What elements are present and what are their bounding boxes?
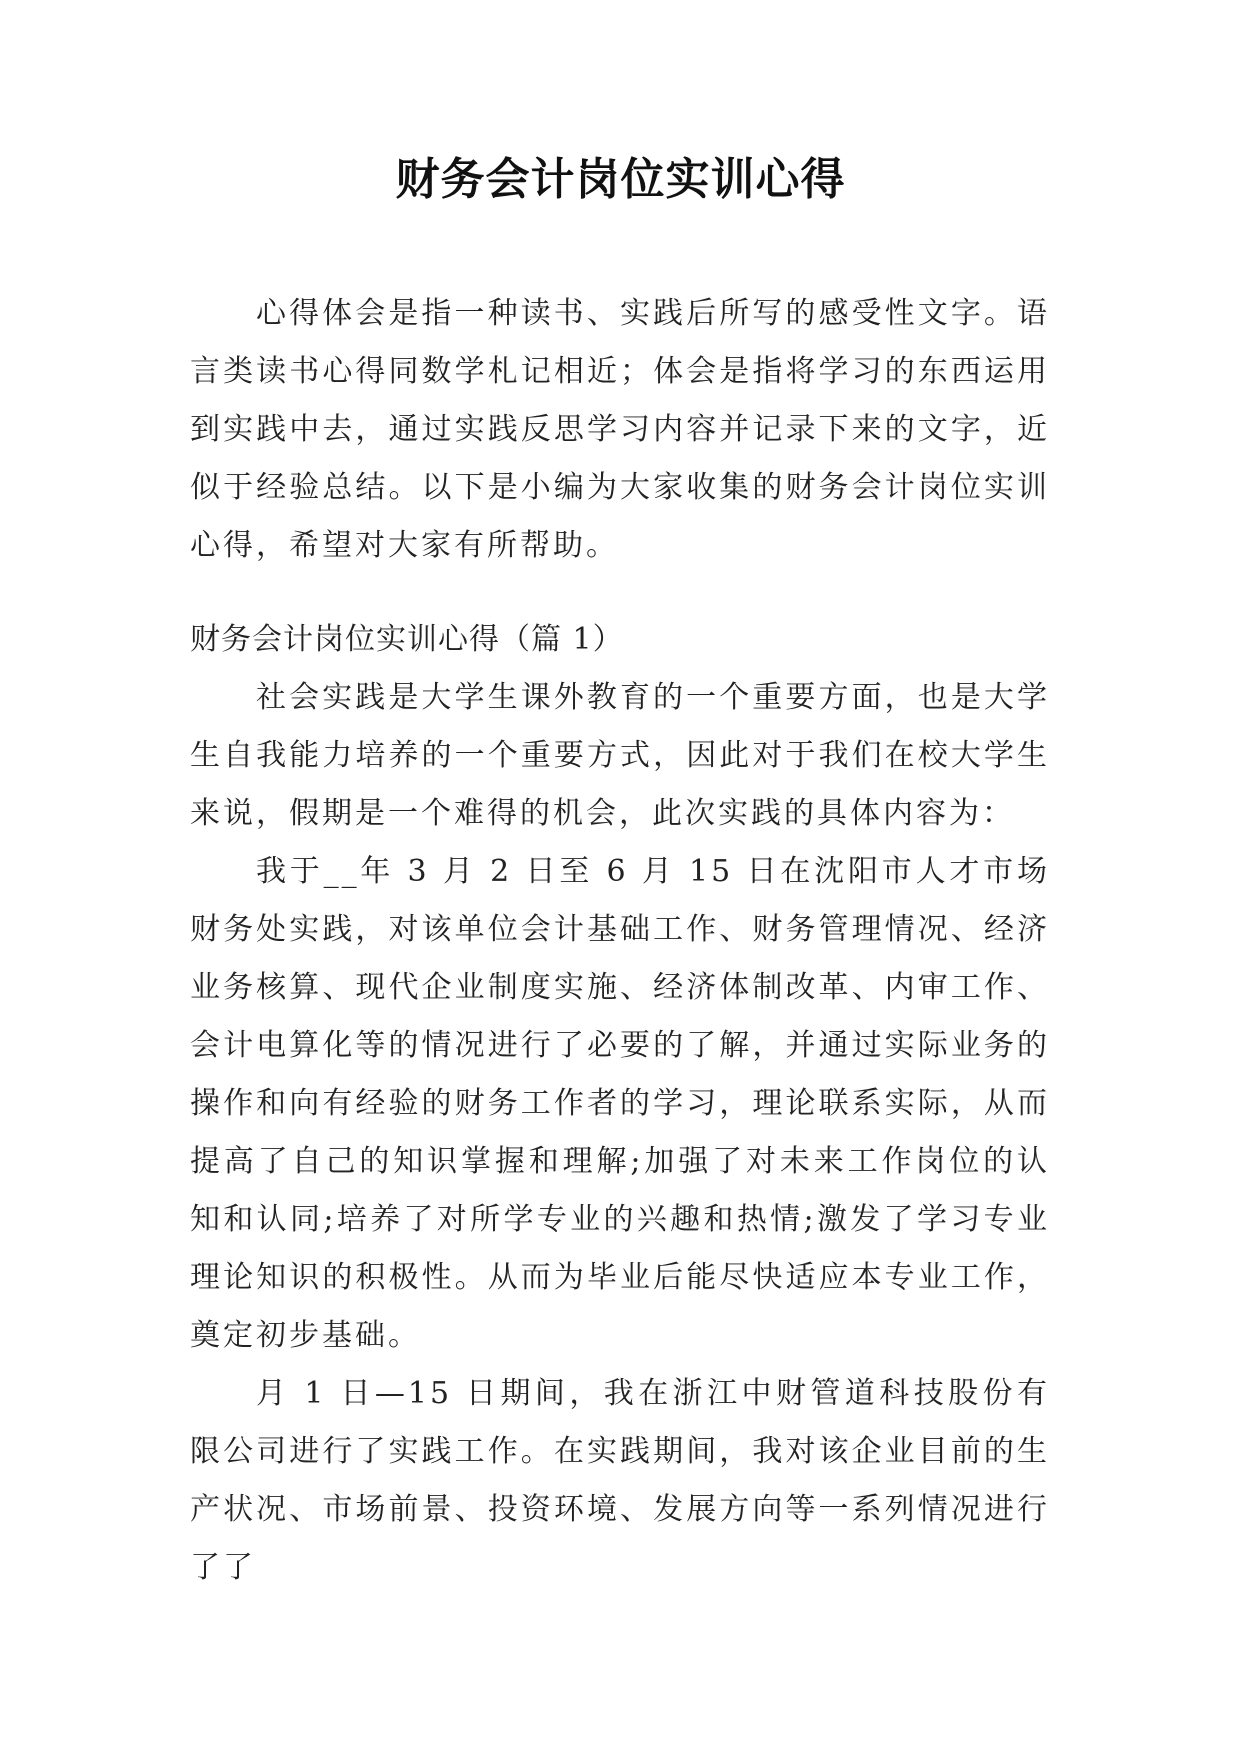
body-paragraph-1: 社会实践是大学生课外教育的一个重要方面，也是大学生自我能力培养的一个重要方式，因此对于我们在校大学生来说，假期是一个难得的机会，此次实践的具体内容为： bbox=[190, 680, 1050, 831]
document-title: 财务会计岗位实训心得 bbox=[395, 154, 846, 205]
document-body bbox=[190, 285, 1050, 1597]
body-paragraph-2: 我于__年 3 月 2 日至 6 月 15 日在沈阳市人才市场财务处实践，对该单位会计基础工作、财务管理情况、经济业务核算、现代企业制度实施、经济体制改革、内审工作、会计电算化等的情况进行了必要的了解，并通过实际业务的操作和向有经验的财务工作者的学习，理论联系实际，从而提高了自己的知识掌握和理解;加强了对未来工作岗位的认知和认同;培养了对所学专业的兴趣和热情;激发了学习专业理论知识的积极性。从而为毕业后能尽快适应本专业工作，奠定初步基础。 bbox=[190, 854, 1050, 1353]
body-paragraph-3: 月 1 日—15 日期间，我在浙江中财管道科技股份有限公司进行了实践工作。在实践期间，我对该企业目前的生产状况、市场前景、投资环境、发展方向等一系列情况进行了了 bbox=[190, 1376, 1050, 1585]
section-spacer bbox=[190, 575, 1050, 611]
intro-paragraph: 心得体会是指一种读书、实践后所写的感受性文字。语言类读书心得同数学札记相近；体会是指将学习的东西运用到实践中去，通过实践反思学习内容并记录下来的文字，近似于经验总结。以下是小编为大家收集的财务会计岗位实训心得，希望对大家有所帮助。 bbox=[190, 296, 1050, 563]
section-heading: 财务会计岗位实训心得（篇 1） bbox=[190, 622, 624, 657]
